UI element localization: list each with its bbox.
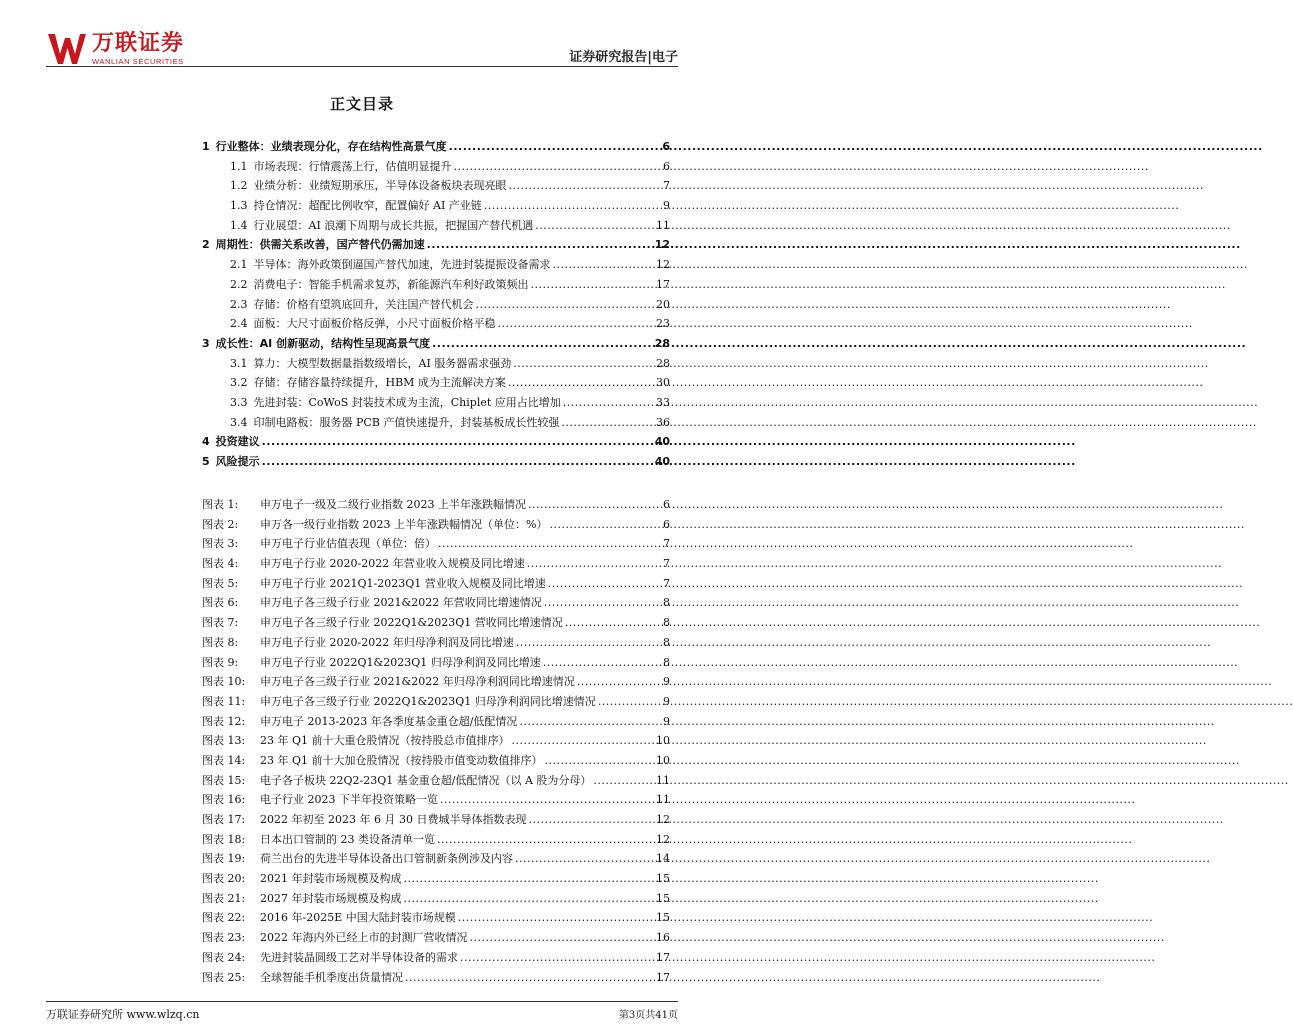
figure-title: 日本出口管制的 23 类设备清单一览 [260, 832, 435, 846]
figure-title: 申万电子各三级子行业 2022Q1&2023Q1 营收同比增速情况 [260, 616, 563, 630]
figure-title: 申万电子行业 2021Q1-2023Q1 营业收入规模及同比增速 [260, 576, 546, 590]
toc-title: 消费电子：智能手机需求复苏，新能源汽车利好政策频出 [253, 277, 529, 291]
figure-label: 图表 22: [202, 911, 246, 925]
figure-list-item[interactable] [202, 653, 670, 673]
dot-leader [563, 393, 654, 413]
figure-page-number: 14 [656, 852, 670, 866]
toc-number: 1.3 [230, 199, 248, 213]
figure-label: 图表 1: [202, 498, 239, 511]
figure-title: 申万电子各三级子行业 2021&2022 年归母净利润同比增速情况 [260, 675, 575, 689]
toc-title: 存储：价格有望筑底回升，关注国产替代机会 [253, 297, 474, 311]
figure-title: 2027 年封装市场规模及构成 [260, 891, 402, 905]
toc-title: 面板：大尺寸面板价格反弹，小尺寸面板价格平稳 [253, 317, 496, 331]
figure-label: 图表 14: [202, 753, 246, 767]
toc-section[interactable] [202, 235, 670, 255]
figure-list-item[interactable] [202, 534, 670, 554]
figure-page-number: 17 [656, 950, 670, 964]
figure-page-number: 15 [656, 891, 670, 905]
figure-page-number: 12 [656, 813, 670, 826]
figure-title: 申万电子一级及二级行业指数 2023 上半年涨跌幅情况 [260, 498, 526, 511]
dot-leader [549, 515, 661, 535]
figure-page-number: 11 [656, 793, 670, 807]
figure-list-item[interactable] [202, 574, 670, 594]
figure-list-item[interactable] [202, 889, 670, 909]
figure-title: 全球智能手机季度出货量情况 [260, 970, 403, 984]
dot-leader [437, 830, 654, 850]
toc-page-number: 20 [656, 297, 670, 311]
figure-title: 电子各子板块 22Q2-23Q1 基金重仓超/低配情况（以 A 股为分母） [260, 773, 592, 787]
figure-list-item[interactable] [202, 948, 670, 968]
toc-page-number: 33 [656, 395, 670, 409]
toc-page-number: 30 [656, 376, 670, 390]
toc-subsection[interactable] [202, 275, 670, 295]
dot-leader [577, 672, 661, 692]
dot-leader [262, 432, 653, 452]
toc-title: 持仓情况：超配比例收窄，配置偏好 AI 产业链 [253, 199, 482, 213]
figure-page-number: 15 [656, 911, 670, 925]
toc-subsection[interactable] [202, 196, 670, 216]
toc-title: 成长性：AI 创新驱动，结构性呈现高景气度 [215, 336, 431, 350]
brand-name-cn: 万联证券 [92, 31, 185, 56]
figure-page-number: 8 [663, 655, 670, 669]
toc-subsection[interactable] [202, 176, 670, 196]
figure-page-number: 16 [656, 931, 670, 945]
toc-section[interactable] [202, 452, 670, 472]
dot-leader [470, 928, 655, 948]
figure-list-item[interactable] [202, 692, 670, 712]
dot-leader [515, 849, 654, 869]
figure-label: 图表 6: [202, 596, 239, 610]
figure-label: 图表 12: [202, 714, 246, 728]
toc-title: 风险提示 [215, 455, 260, 468]
footer-source: 万联证券研究所 www.wlzq.cn [46, 1008, 200, 1021]
dot-leader [449, 137, 661, 157]
dot-leader [516, 633, 661, 653]
toc-subsection[interactable] [202, 373, 670, 393]
dot-leader [544, 593, 661, 613]
figure-page-number: 9 [663, 675, 670, 689]
figure-title: 先进封装晶圆级工艺对半导体设备的需求 [260, 950, 458, 964]
figure-list-item[interactable] [202, 593, 670, 613]
dot-leader [531, 275, 655, 295]
figure-page-number: 12 [656, 832, 670, 846]
toc-number: 3.4 [230, 415, 248, 429]
toc-number: 1.4 [230, 218, 248, 232]
dot-leader [519, 712, 661, 732]
figure-list-item[interactable] [202, 810, 670, 830]
toc-page-number: 11 [656, 218, 670, 232]
figure-list-item[interactable] [202, 633, 670, 653]
figure-label: 图表 25: [202, 970, 246, 984]
toc-title: 行业整体：业绩表现分化，存在结构性高景气度 [215, 140, 447, 153]
dot-leader [262, 452, 653, 472]
dot-leader [432, 334, 653, 354]
figure-title: 2021 年封装市场规模及构成 [260, 872, 402, 886]
figure-page-number: 6 [663, 498, 670, 511]
dot-leader [498, 314, 655, 334]
page-title: 正文目录 [329, 95, 394, 113]
dot-leader [405, 968, 654, 988]
figure-page-number: 9 [663, 714, 670, 728]
dot-leader [598, 692, 661, 712]
dot-leader [404, 869, 655, 889]
dot-leader [513, 354, 654, 374]
figure-list-item[interactable] [202, 790, 670, 810]
figure-title: 2016 年-2025E 中国大陆封装市场规模 [260, 911, 456, 925]
toc-title: 投资建议 [215, 435, 260, 449]
figure-list-item[interactable] [202, 712, 670, 732]
toc-section[interactable] [202, 137, 670, 157]
figure-page-number: 9 [663, 694, 670, 708]
figure-page-number: 17 [656, 970, 670, 984]
dot-leader [528, 810, 654, 830]
toc-title: 存储：存储容量持续提升，HBM 成为主流解决方案 [253, 376, 506, 390]
figure-list-item[interactable] [202, 672, 670, 692]
figure-title: 申万电子行业 2022Q1&2023Q1 归母净利润及同比增速 [260, 655, 541, 669]
toc-number: 2.2 [230, 277, 248, 291]
figure-label: 图表 11: [202, 694, 246, 708]
figure-label: 图表 9: [202, 655, 239, 669]
figure-label: 图表 19: [202, 852, 246, 866]
dot-leader [593, 771, 654, 791]
dot-leader [509, 176, 662, 196]
toc-number: 2.3 [230, 297, 248, 311]
figure-page-number: 7 [663, 557, 670, 571]
figure-page-number: 8 [663, 635, 670, 649]
figure-title: 23 年 Q1 前十大加仓股情况（按持股市值变动数值排序） [260, 753, 543, 767]
figure-title: 荷兰出台的先进半导体设备出口管制新条例涉及内容 [260, 852, 513, 866]
figure-title: 申万电子行业 2020-2022 年归母净利润及同比增速 [260, 635, 514, 649]
toc-title: 业绩分析：业绩短期承压，半导体设备板块表现亮眼 [253, 179, 507, 193]
toc-section[interactable] [202, 334, 670, 354]
toc-number: 3 [202, 336, 210, 350]
toc-number: 3.2 [230, 376, 248, 390]
figure-label: 图表 3: [202, 537, 239, 551]
figure-list-item[interactable] [202, 495, 670, 515]
figure-page-number: 15 [656, 872, 670, 886]
figure-label: 图表 15: [202, 773, 246, 787]
figure-list-item[interactable] [202, 830, 670, 850]
figure-page-number: 7 [663, 537, 670, 551]
toc-subsection[interactable] [202, 413, 670, 433]
figure-label: 图表 16: [202, 793, 246, 807]
dot-leader [548, 574, 661, 594]
toc-title: 算力：大模型数据量指数级增长，AI 服务器需求强劲 [253, 356, 512, 370]
toc-number: 4 [202, 435, 210, 449]
figure-page-number: 6 [663, 517, 670, 531]
figure-list-item[interactable] [202, 928, 670, 948]
figure-list [202, 495, 670, 987]
toc-title: 周期性：供需关系改善，国产替代仍需加速 [215, 238, 425, 252]
dot-leader [438, 534, 661, 554]
toc-title: 半导体：海外政策倒逼国产替代加速，先进封装提振设备需求 [253, 258, 551, 272]
dot-leader [561, 413, 654, 433]
toc-subsection[interactable] [202, 354, 670, 374]
toc-title: 行业展望：AI 浪潮下周期与成长共振，把握国产替代机遇 [253, 218, 534, 232]
figure-title: 申万电子各三级子行业 2021&2022 年营收同比增速情况 [260, 596, 542, 610]
toc-number: 3.1 [230, 356, 248, 370]
toc-number: 5 [202, 455, 210, 468]
figure-title: 申万电子 2013-2023 年各季度基金重仓超/低配情况 [260, 714, 518, 728]
figure-title: 申万电子行业 2020-2022 年营业收入规模及同比增速 [260, 557, 525, 571]
toc-page-number: 12 [654, 238, 670, 252]
figure-title: 23 年 Q1 前十大重仓股情况（按持股总市值排序） [260, 734, 510, 748]
figure-list-item[interactable] [202, 613, 670, 633]
dot-leader [535, 216, 654, 236]
figure-title: 申万电子行业估值表现（单位：倍） [260, 537, 436, 551]
toc-number: 2.4 [230, 317, 248, 331]
footer-divider [46, 1001, 678, 1002]
figure-page-number: 7 [663, 576, 670, 590]
figure-label: 图表 20: [202, 872, 246, 886]
figure-label: 图表 10: [202, 675, 246, 689]
figure-page-number: 10 [656, 734, 670, 748]
brand-logo [46, 32, 184, 66]
table-of-contents [202, 137, 670, 472]
dot-leader [460, 948, 654, 968]
figure-title: 电子行业 2023 下半年投资策略一览 [260, 793, 438, 807]
toc-subsection[interactable] [202, 216, 670, 236]
page-number: 第3页共41页 [618, 1010, 678, 1021]
figure-label: 图表 18: [202, 832, 246, 846]
figure-list-item[interactable] [202, 751, 670, 771]
figure-title: 申万各一级行业指数 2023 上半年涨跌幅情况（单位：%） [260, 517, 548, 531]
page-header [0, 0, 724, 70]
toc-page-number: 28 [654, 336, 670, 350]
figure-page-number: 11 [656, 773, 670, 787]
dot-leader [458, 908, 654, 928]
figure-label: 图表 17: [202, 813, 246, 826]
figure-list-item[interactable] [202, 869, 670, 889]
brand-name-en: WANLIAN SECURITIES [92, 57, 184, 66]
toc-number: 1.2 [230, 179, 248, 193]
figure-list-item[interactable] [202, 968, 670, 988]
dot-leader [454, 157, 662, 177]
figure-title: 2022 年海内外已经上市的封测厂营收情况 [260, 931, 468, 945]
figure-list-item[interactable] [202, 908, 670, 928]
toc-subsection[interactable] [202, 314, 670, 334]
toc-page-number: 28 [656, 356, 670, 370]
toc-number: 1.1 [230, 159, 248, 173]
figure-list-item[interactable] [202, 771, 670, 791]
wanlian-logo-icon [46, 32, 88, 66]
toc-number: 1 [202, 140, 210, 153]
toc-page-number: 40 [654, 455, 670, 468]
figure-page-number: 8 [663, 616, 670, 630]
toc-page-number: 36 [656, 415, 670, 429]
toc-section[interactable] [202, 432, 670, 452]
figure-label: 图表 21: [202, 891, 246, 905]
figure-list-item[interactable] [202, 849, 670, 869]
figure-label: 图表 7: [202, 616, 239, 630]
figure-label: 图表 24: [202, 950, 246, 964]
dot-leader [427, 235, 653, 255]
toc-title: 市场表现：行情震荡上行，估值明显提升 [253, 159, 452, 173]
figure-label: 图表 8: [202, 635, 239, 649]
dot-leader [404, 889, 655, 909]
header-divider [46, 66, 678, 67]
toc-page-number: 6 [663, 159, 670, 173]
figure-label: 图表 2: [202, 517, 239, 531]
figure-label: 图表 23: [202, 931, 246, 945]
dot-leader [543, 653, 661, 673]
figure-page-number: 8 [663, 596, 670, 610]
figure-label: 图表 4: [202, 557, 239, 571]
figure-label: 图表 5: [202, 576, 239, 590]
dot-leader [440, 790, 654, 810]
toc-subsection[interactable] [202, 393, 670, 413]
dot-leader [565, 613, 661, 633]
figure-title: 2022 年初至 2023 年 6 月 30 日费城半导体指数表现 [260, 813, 527, 826]
dot-leader [484, 196, 661, 216]
figure-list-item[interactable] [202, 731, 670, 751]
toc-page-number: 6 [662, 140, 670, 153]
dot-leader [553, 255, 655, 275]
toc-number: 3.3 [230, 395, 248, 409]
figure-label: 图表 13: [202, 734, 246, 748]
figure-list-item[interactable] [202, 554, 670, 574]
toc-page-number: 12 [656, 258, 670, 272]
dot-leader [512, 731, 654, 751]
toc-page-number: 9 [663, 199, 670, 213]
figure-page-number: 10 [656, 753, 670, 767]
toc-subsection[interactable] [202, 157, 670, 177]
toc-subsection[interactable] [202, 295, 670, 315]
figure-title: 申万电子各三级子行业 2022Q1&2023Q1 归母净利润同比增速情况 [260, 694, 596, 708]
toc-page-number: 23 [656, 317, 670, 331]
toc-number: 2.1 [230, 258, 248, 272]
dot-leader [527, 554, 661, 574]
document-type: 证券研究报告|电子 [569, 50, 678, 65]
toc-number: 2 [202, 238, 210, 252]
toc-page-number: 17 [656, 277, 670, 291]
dot-leader [528, 495, 661, 515]
toc-title: 印制电路板：服务器 PCB 产值快速提升，封装基板成长性较强 [253, 415, 560, 429]
toc-page-number: 7 [663, 179, 670, 193]
dot-leader [476, 295, 655, 315]
figure-list-item[interactable] [202, 515, 670, 535]
toc-page-number: 40 [654, 435, 670, 449]
dot-leader [508, 373, 654, 393]
toc-subsection[interactable] [202, 255, 670, 275]
toc-title: 先进封装：CoWoS 封装技术成为主流，Chiplet 应用占比增加 [253, 395, 561, 409]
dot-leader [545, 751, 654, 771]
